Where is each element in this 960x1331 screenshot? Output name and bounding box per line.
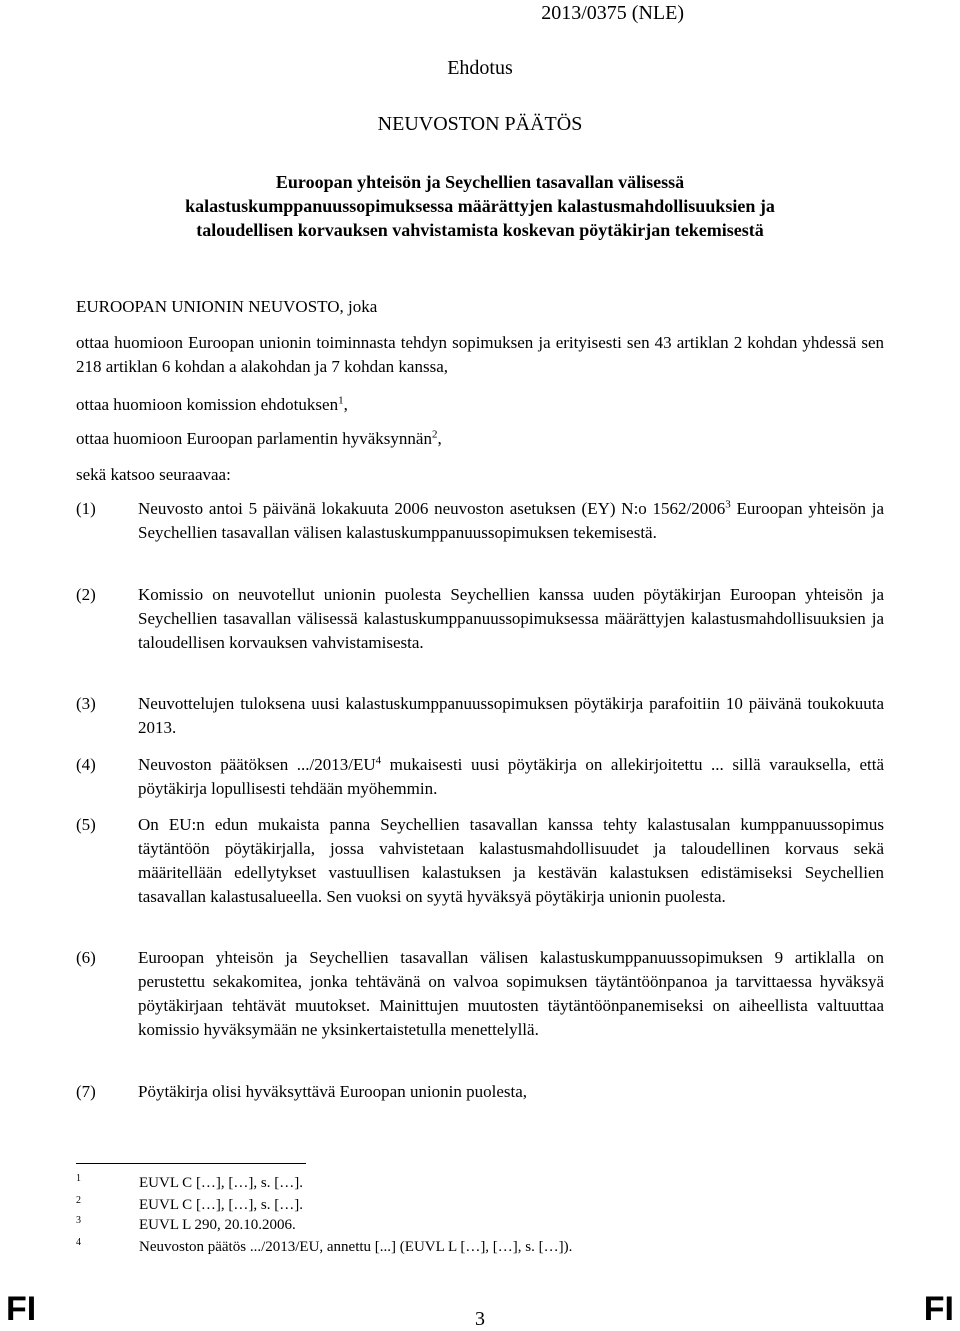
footnote-2 (76, 1196, 303, 1214)
title-line-3: taloudellisen korvauksen vahvistamista koskevan pöytäkirjan tekemisestä (196, 220, 764, 240)
whereas-intro: sekä katsoo seuraavaa: (76, 465, 231, 484)
footnote-text: Neuvoston päätös .../2013/EU, annettu [...] (EUVL L […], […], s. […]). (139, 1239, 573, 1255)
citation-parliament-text: ottaa huomioon Euroopan parlamentin hyväksynnän (76, 429, 432, 448)
recital-text: Komissio on neuvotellut unionin puolesta Seychellien kanssa uuden pöytäkirjan Euroopan yhteisön ja Seychellien tasavallan välisessä kalastuskumppanuussopimuksessa määrättyjen kalastusmahdollisuuksien ja taloudellisen korvauksen vahvistamisesta. (138, 585, 884, 652)
recital-6 (76, 946, 884, 1042)
page-number: 3 (475, 1308, 485, 1330)
recital-2 (76, 583, 884, 655)
recital-number: (2) (76, 585, 96, 604)
recital-text: Pöytäkirja olisi hyväksyttävä Euroopan unionin puolesta, (138, 1082, 528, 1101)
recital-7 (76, 1080, 884, 1104)
recital-5 (76, 813, 884, 909)
recital-number: (4) (76, 755, 96, 774)
recital-1-part1: Neuvosto antoi 5 päivänä lokakuuta 2006 neuvoston asetuksen (EY) N:o 1562/2006 (138, 499, 726, 518)
citation-parliament (76, 427, 884, 451)
citation-commission-end: , (343, 395, 348, 414)
language-code-right: FI (923, 1290, 954, 1328)
document-title (90, 170, 870, 242)
footnote-separator (76, 1163, 306, 1164)
language-code-left: FI (6, 1290, 37, 1328)
footnote-number: 1 (76, 1173, 81, 1184)
footnote-ref-4[interactable]: 4 (375, 754, 382, 767)
document-type: NEUVOSTON PÄÄTÖS (377, 113, 583, 135)
recital-text: Euroopan yhteisön ja Seychellien tasavallan välisen kalastuskumppanuussopimuksen 9 artiklalla on perustettu sekakomitea, jonka tehtävänä on valvoa sopimuksen täytäntöönpanoa ja tarvittaessa hyväksyä pöytäkirjaan tehtävät muutokset. Mainittujen muutosten täytäntöönpanemiseksi on aiheellista valtuuttaa komissio hyväksymään ne yksinkertaistetulla menettelyllä. (138, 948, 884, 1039)
footnote-text: EUVL C […], […], s. […]. (139, 1175, 303, 1191)
recital-number: (1) (76, 499, 96, 518)
recital-1-part2: Euroopan yhteisön ja Seychellien tasavallan välisen kalastuskumppanuussopimuksen tekemisestä. (138, 499, 885, 542)
recital-number: (5) (76, 815, 96, 834)
recital-text: Neuvottelujen tuloksena uusi kalastuskumppanuussopimuksen pöytäkirja parafoitiin 10 päivänä toukokuuta 2013. (138, 694, 884, 737)
recital-4-part2: mukaisesti uusi pöytäkirja on allekirjoitettu ... sillä varauksella, että pöytäkirja lopullisesti tehdään myöhemmin. (138, 755, 884, 798)
recital-number: (7) (76, 1082, 96, 1101)
citation-treaty: ottaa huomioon Euroopan unionin toiminnasta tehdyn sopimuksen ja erityisesti sen 43 artiklan 2 kohdan yhdessä sen 218 artiklan 6 kohdan a alakohdan ja 7 kohdan kanssa, (76, 333, 884, 376)
title-line-2: kalastuskumppanuussopimuksessa määrättyjen kalastusmahdollisuuksien ja (185, 196, 775, 216)
proposal-label: Ehdotus (447, 57, 513, 79)
footnote-number: 2 (76, 1195, 81, 1206)
citation-parliament-end: , (437, 429, 442, 448)
footnote-1 (76, 1174, 303, 1192)
footnote-number: 4 (76, 1237, 81, 1248)
citation-commission-text: ottaa huomioon komission ehdotuksen (76, 395, 339, 414)
recital-number: (6) (76, 948, 96, 967)
citation-commission (76, 393, 884, 417)
document-reference: 2013/0375 (NLE) (541, 2, 684, 24)
footnote-3 (76, 1216, 296, 1234)
recital-number: (3) (76, 694, 96, 713)
footnote-number: 3 (76, 1215, 81, 1226)
title-line-1: Euroopan yhteisön ja Seychellien tasavallan välisessä (275, 172, 685, 192)
footnote-ref-2[interactable]: 2 (431, 428, 438, 441)
enacting-authority: EUROOPAN UNIONIN NEUVOSTO, joka (76, 297, 378, 316)
recital-4-part1: Neuvoston päätöksen .../2013/EU (138, 755, 376, 774)
footnote-ref-3[interactable]: 3 (725, 498, 731, 511)
recital-text (138, 497, 884, 545)
recital-text: On EU:n edun mukaista panna Seychellien tasavallan kanssa tehty kalastusalan kumppanuussopimus täytäntöön pöytäkirjalla, jossa vahvistetaan kalastusmahdollisuudet ja taloudellinen korvaus sekä määritellään edellytykset vastuullisen kalastuksen ja kestävän kalastuksen edistämiseksi Seychellien tasavallan kalastusalueella. Sen vuoksi on syytä hyväksyä pöytäkirja unionin puolesta. (138, 815, 884, 906)
footnote-text: EUVL L 290, 20.10.2006. (139, 1217, 296, 1233)
recital-text (138, 753, 884, 801)
footnote-ref-1[interactable]: 1 (338, 394, 344, 407)
footnote-4 (76, 1238, 572, 1256)
footnote-text: EUVL C […], […], s. […]. (139, 1197, 303, 1213)
recital-1 (76, 497, 884, 545)
recital-4 (76, 753, 884, 801)
recital-3 (76, 692, 884, 740)
